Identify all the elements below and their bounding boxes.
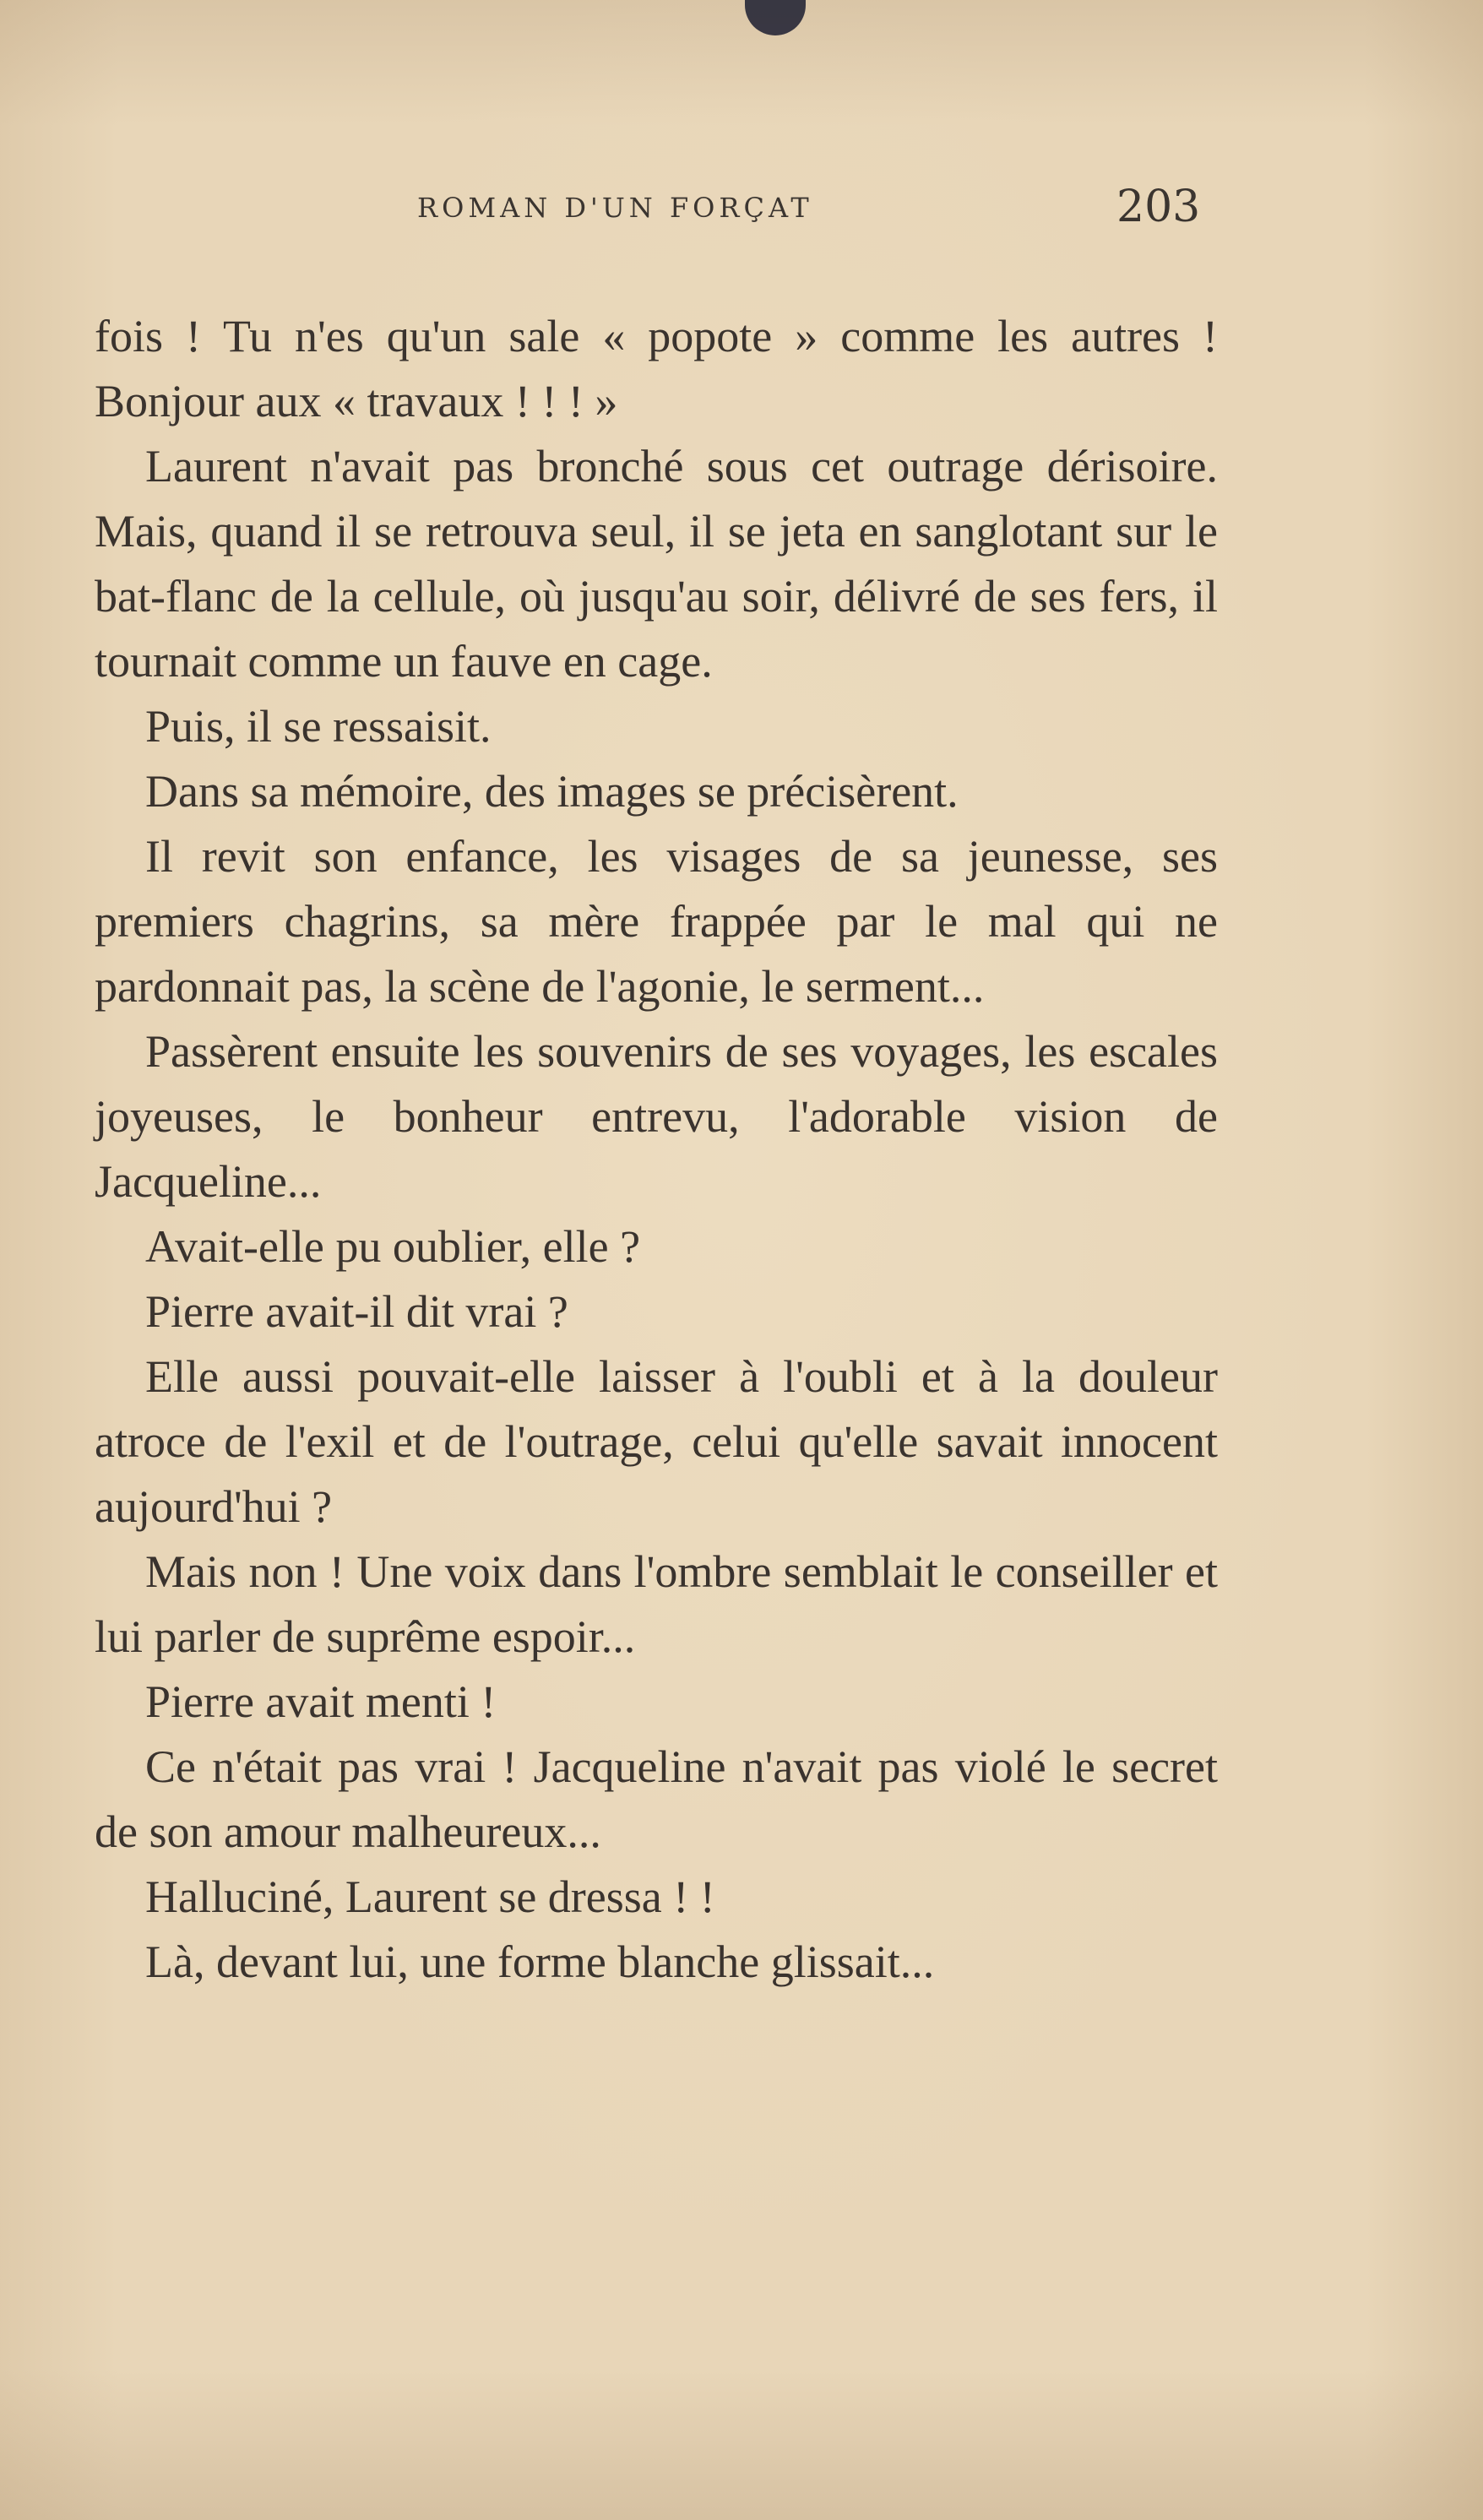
paragraph: Halluciné, Laurent se dressa ! !	[145, 1871, 715, 1922]
body-text	[95, 304, 1218, 1995]
paragraph: Pierre avait-il dit vrai ?	[145, 1286, 568, 1337]
paragraph: Il revit son enfance, les visages de sa jeunesse, ses premiers chagrins, sa mère frappée par le mal qui ne pardonnait pas, la scène de l'agonie, le serment...	[95, 831, 1218, 1012]
paragraph: Passèrent ensuite les souvenirs de ses voyages, les escales joyeuses, le bonheur entrevu, l'adorable vision de Jacqueline...	[95, 1026, 1218, 1207]
paragraph: Elle aussi pouvait-elle laisser à l'oubli et à la douleur atroce de l'exil et de l'outrage, celui qu'elle savait innocent aujourd'hui ?	[95, 1351, 1218, 1532]
paragraph: Ce n'était pas vrai ! Jacqueline n'avait pas violé le secret de son amour malheureux...	[95, 1741, 1218, 1857]
running-title: ROMAN D'UN FORÇAT	[417, 192, 813, 224]
paragraph: Dans sa mémoire, des images se précisèrent.	[145, 766, 959, 817]
paragraph: Puis, il se ressaisit.	[145, 701, 492, 752]
paragraph: Là, devant lui, une forme blanche glissait...	[145, 1936, 935, 1987]
paragraph: Mais non ! Une voix dans l'ombre semblait le conseiller et lui parler de suprême espoir...	[95, 1546, 1218, 1662]
binding-hole	[745, 0, 806, 35]
page-header	[0, 182, 1483, 241]
paragraph: Avait-elle pu oublier, elle ?	[145, 1221, 641, 1272]
paragraph: Pierre avait menti !	[145, 1676, 497, 1727]
page-number: 203	[1116, 182, 1201, 232]
paragraph-continuation: fois ! Tu n'es qu'un sale « popote » comme les autres ! Bonjour aux « travaux ! ! ! »	[95, 311, 1218, 426]
paragraph: Laurent n'avait pas bronché sous cet outrage dérisoire. Mais, quand il se retrouva seul, il se jeta en sanglotant sur le bat-flanc de la cellule, où jusqu'au soir, délivré de ses fers, il tournait comme un fauve en cage.	[95, 441, 1218, 687]
